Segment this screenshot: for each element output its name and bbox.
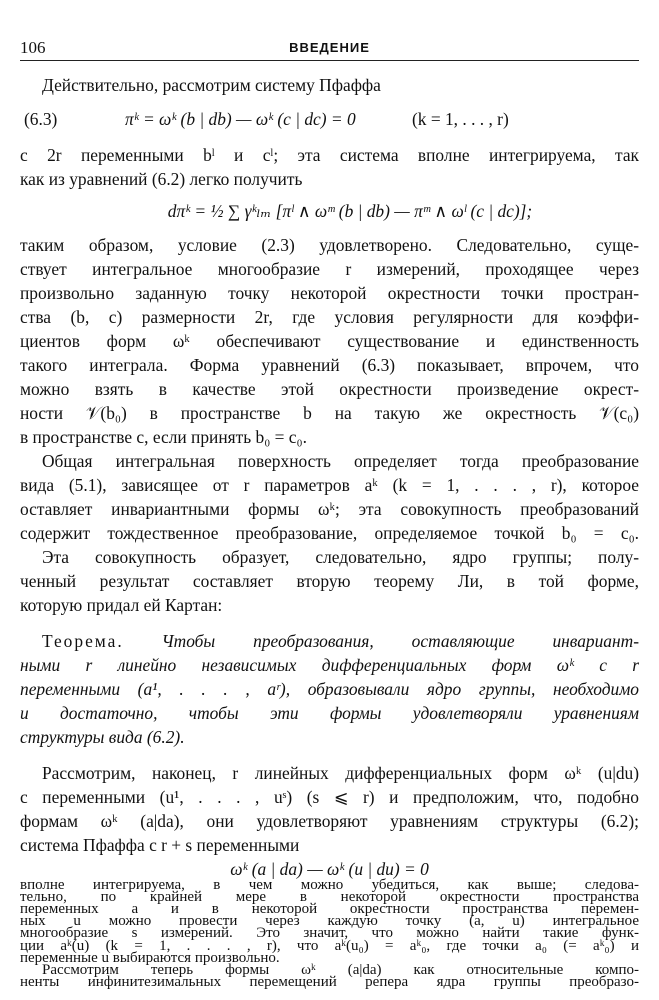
text-line: переменных a и в некоторой окрестности пространства перемен- (20, 901, 639, 918)
equation-body: πᵏ = ωᵏ (b | db) — ωᵏ (c | dc) = 0 (125, 109, 356, 129)
theorem-line: и достаточно, чтобы эти формы удовлетворяли уравнениям (20, 703, 639, 723)
formula-pfaff: ωᵏ (a | da) — ωᵏ (u | du) = 0 (230, 859, 429, 879)
theorem-line: структуры вида (6.2). (20, 727, 185, 747)
text-line: в пространстве c, если принять b₀ = c₀. (20, 427, 307, 447)
running-title: ВВЕДЕНИЕ (289, 40, 370, 55)
text-line: ненты инфинитезимальных перемещений репера ядра группы преобразо- (20, 973, 639, 990)
text-line: вполне интегрируема, в чем можно убедиться, как выше; следова- (20, 877, 639, 893)
text-line: Действительно, рассмотрим систему Пфаффа (42, 75, 381, 95)
text-line: как из уравнений (6.2) легко получить (20, 169, 303, 189)
equation-label: (6.3) (24, 109, 58, 129)
text-line: вида (5.1), зависящее от r параметров aᵏ (k = 1, . . . , r), которое (20, 475, 639, 495)
text-line: ствует интегральное многообразие r измерений, проходящее через (20, 259, 639, 279)
text-line: тельно, по крайней мере в некоторой окрестности пространства (20, 889, 639, 906)
theorem-title: Теорема. (42, 631, 124, 651)
text-line: многообразие s измерений. Это значит, что можно найти такие функ- (20, 925, 639, 942)
text-line: ции aᵏ(u) (k = 1, . . . , r), что aᵏ(u₀) = aᵏ₀, где точки a₀ (= aᵏ₀) и (20, 937, 639, 954)
text-line: система Пфаффа с r + s переменными (20, 835, 300, 855)
page-header (20, 36, 639, 61)
text-line: ных u можно провести через каждую точку (a, u) интегральное (20, 913, 639, 930)
text-line: Рассмотрим, наконец, r линейных дифференциальных форм ωᵏ (u|du) (42, 763, 639, 783)
text-line: ности 𝒱(b₀) в пространстве b на такую же окрестность 𝒱(c₀) (20, 403, 639, 423)
text-line: с переменными (u¹, . . . , uˢ) (s ⩽ r) и предположим, что, подобно (20, 787, 639, 807)
text-line: Эта совокупность образует, следовательно, ядро группы; полу- (42, 547, 639, 567)
theorem-line: переменными (a¹, . . . , aʳ), образовывали ядро группы, необходимо (20, 679, 639, 699)
text-line: оставляет инвариантными формы ωᵏ; эта совокупность преобразований (20, 499, 639, 519)
text-line: Общая интегральная поверхность определяет тогда преобразование (42, 451, 639, 471)
text-line: такого интеграла. Форма уравнений (6.3) показывает, впрочем, что (20, 355, 639, 375)
text-line: таким образом, условие (2.3) удовлетворено. Следовательно, суще- (20, 235, 639, 255)
text-line: произвольно заданную точку некоторой окрестности точки простран- (20, 283, 639, 303)
text-line: с 2r переменными bˡ и cˡ; эта система вполне интегрируема, так (20, 145, 639, 165)
text-line: ства (b, c) размерности 2r, где условия регулярности для коэффи- (20, 307, 639, 327)
theorem-line: ными r линейно независимых дифференциальных форм ωᵏ с r (20, 655, 639, 675)
page-number: 106 (20, 38, 46, 57)
text-line: которую придал ей Картан: (20, 595, 223, 615)
theorem-text: Чтобы преобразования, оставляющие инвариант- (161, 631, 639, 651)
equation-range: (k = 1, . . . , r) (412, 109, 509, 129)
text-line: формам ωᵏ (a|da), они удовлетворяют уравнениям структуры (6.2); (20, 811, 639, 831)
text-line: можно взять в качестве этой окрестности произведение окрест- (20, 379, 639, 399)
text-line: ченный результат составляет вторую теорему Ли, в той форме, (20, 571, 639, 591)
text-line: содержит тождественное преобразование, определяемое точкой b₀ = c₀. (20, 523, 639, 543)
text-line: переменные u выбираются произвольно. (20, 949, 280, 966)
theorem-line (42, 629, 639, 653)
text-line: Рассмотрим теперь формы ωᵏ (a|da) как относительные компо- (42, 961, 639, 978)
formula-dpi: dπᵏ = ½ ∑ γᵏₗₘ [πˡ ∧ ωᵐ (b | db) — πᵐ ∧ ωˡ (c | dc)]; (167, 201, 533, 221)
text-line: циентов форм ωᵏ обеспечивают существование и единственность (20, 331, 639, 351)
